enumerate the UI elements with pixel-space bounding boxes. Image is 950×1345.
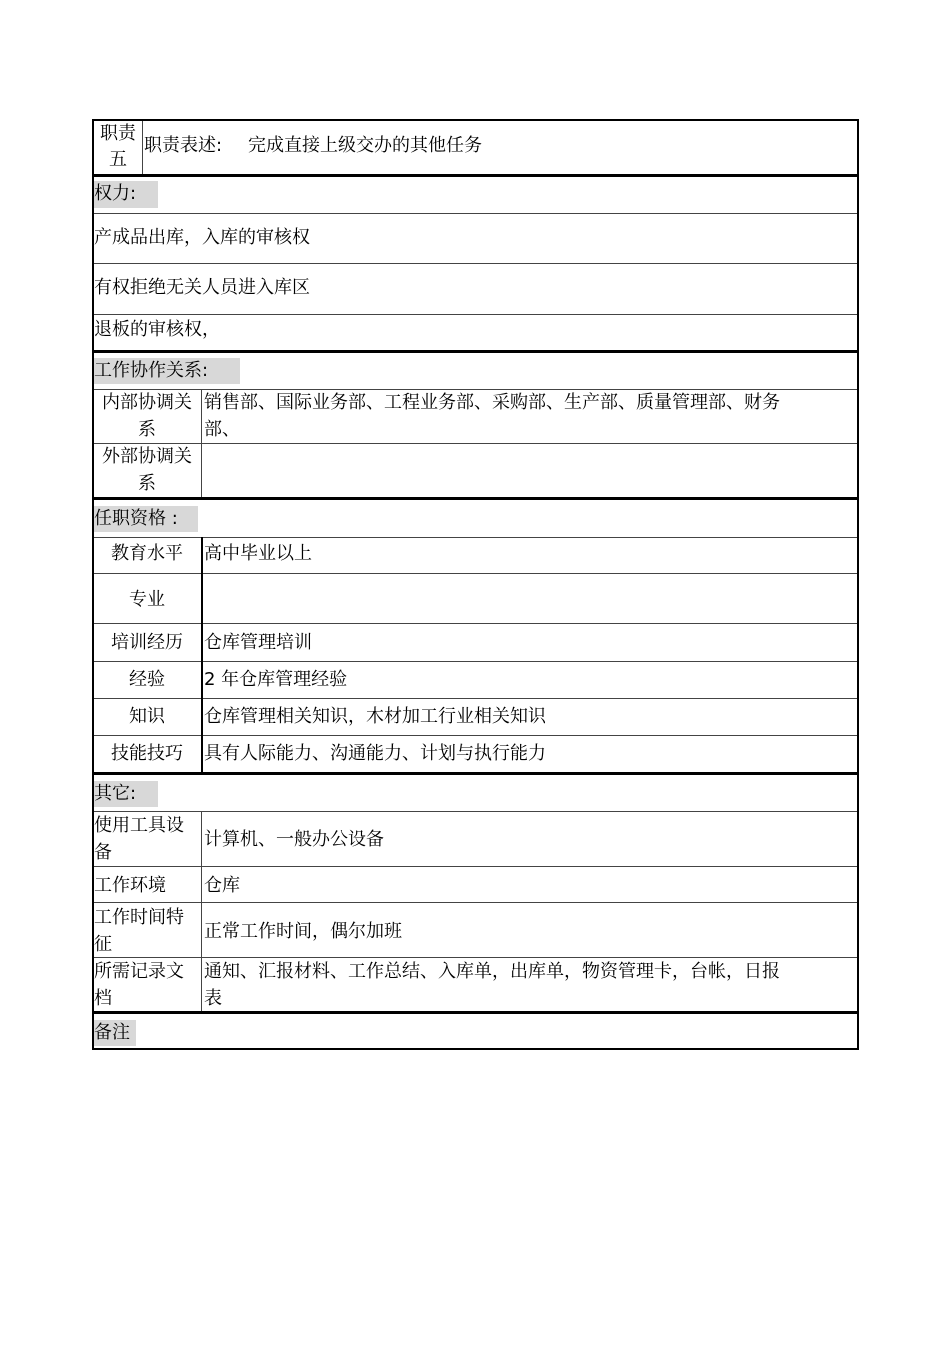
divider [94,866,857,867]
divider [94,314,857,315]
qual-label: 经验 [129,669,165,690]
qual-value: 高中毕业以上 [204,543,312,564]
tools-label-1: 使用工具设 [94,815,184,836]
qual-value: 仓库管理相关知识，木材加工行业相关知识 [204,706,546,727]
duty5-desc-prefix: 职责表述: [144,135,223,156]
divider [94,811,857,812]
divider [94,957,857,958]
divider [94,350,857,353]
divider [201,537,203,772]
divider [94,537,857,538]
environment-label: 工作环境 [94,875,166,896]
environment-value: 仓库 [204,875,240,896]
divider [94,698,857,699]
power-heading: 权力: [94,183,137,204]
internal-relations-label-2: 系 [138,419,156,440]
divider [94,263,857,264]
qual-label: 知识 [129,706,165,727]
documents-label-1: 所需记录文 [94,961,184,982]
work-time-label-1: 工作时间特 [94,907,184,928]
divider [94,772,857,775]
divider [94,661,857,662]
duty5-label-line2: 五 [109,149,127,170]
tools-value: 计算机、一般办公设备 [204,829,384,850]
internal-relations-label-1: 内部协调关 [102,392,192,413]
divider [94,735,857,736]
external-relations-label-2: 系 [138,473,156,494]
documents-value-1: 通知、汇报材料、工作总结、入库单，出库单，物资管理卡，台帐，日报 [204,961,780,982]
power-item: 产成品出库，入库的审核权 [94,227,310,248]
internal-relations-value-2: 部、 [204,419,240,440]
duty5-label-line1: 职责 [100,123,136,144]
documents-value-2: 表 [204,988,222,1009]
internal-relations-value-1: 销售部、国际业务部、工程业务部、采购部、生产部、质量管理部、财务 [204,392,780,413]
divider [94,623,857,624]
duty5-desc: 完成直接上级交办的其他任务 [248,135,482,156]
qual-label: 培训经历 [111,632,183,653]
qual-label: 教育水平 [111,543,183,564]
divider [201,389,202,497]
power-item: 退板的审核权， [94,319,220,340]
divider [94,174,857,177]
qual-label: 专业 [129,589,165,610]
tools-label-2: 备 [94,842,112,863]
work-time-label-2: 征 [94,934,112,955]
divider [94,573,857,574]
qual-value: 2 年仓库管理经验 [204,669,348,690]
qual-value: 仓库管理培训 [204,632,312,653]
divider [94,443,857,444]
divider [94,902,857,903]
external-relations-label-1: 外部协调关 [102,446,192,467]
job-description-table [92,119,859,1050]
notes-heading: 备注 [94,1022,130,1043]
qual-label: 技能技巧 [111,743,183,764]
divider [94,497,857,500]
work-time-value: 正常工作时间，偶尔加班 [204,921,402,942]
power-item: 有权拒绝无关人员进入库区 [94,277,310,298]
qualifications-heading: 任职资格 : [94,508,178,529]
other-heading: 其它: [94,783,137,804]
documents-label-2: 档 [94,988,112,1009]
divider [94,1011,857,1014]
relations-heading: 工作协作关系: [94,360,209,381]
divider [142,121,143,174]
qual-value: 具有人际能力、沟通能力、计划与执行能力 [204,743,546,764]
divider [94,213,857,214]
divider [201,811,202,1011]
